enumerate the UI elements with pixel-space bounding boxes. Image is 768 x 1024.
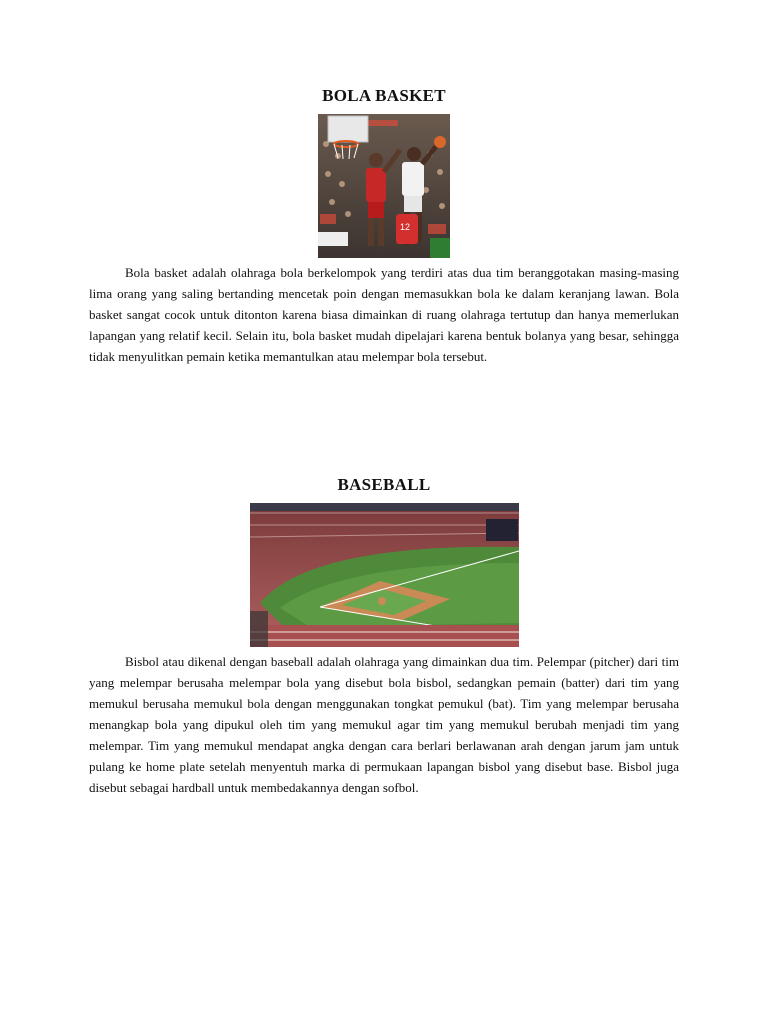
section-title-basketball: BOLA BASKET [322,86,446,105]
basketball-photo [318,114,450,258]
section-title-baseball: BASEBALL [337,475,431,494]
baseball-stadium-photo [250,503,519,647]
svg-text:12: 12 [400,222,411,232]
basketball-paragraph: Bola basket adalah olahraga bola berkelompok yang terdiri atas dua tim beranggotakan masing-masing lima orang yang saling bertanding mencetak poin dengan memasukkan bola ke dalam keranjang lawan. Bola basket sangat cocok untuk ditonton karena biasa dimainkan di ruang olahraga tertutup dan hanya memerlukan lapangan yang relatif kecil. Selain itu, bola basket mudah dipelajari karena bentuk bolanya yang besar, sehingga tidak menyulitkan pemain ketika memantulkan atau melempar bola tersebut. [89,265,679,364]
baseball-paragraph: Bisbol atau dikenal dengan baseball adalah olahraga yang dimainkan dua tim. Pelempar (pitcher) dari tim yang melempar berusaha melempar bola yang disebut bola bisbol, sedangkan pemain (batter) dari tim yang memukul berusaha memukul bola dengan menggunakan tongkat pemukul (bat). Tim yang melempar berusaha menangkap bola yang dipukul oleh tim yang memukul agar tim yang memukul berubah menjadi tim yang melempar. Tim yang memukul mendapat angka dengan cara berlari berlawanan arah dengan jarum jam untuk pulang ke home plate setelah menyentuh marka di permukaan lapangan bisbol yang disebut base. Bisbol juga disebut sebagai hardball untuk membedakannya dengan sofbol. [89,654,679,795]
